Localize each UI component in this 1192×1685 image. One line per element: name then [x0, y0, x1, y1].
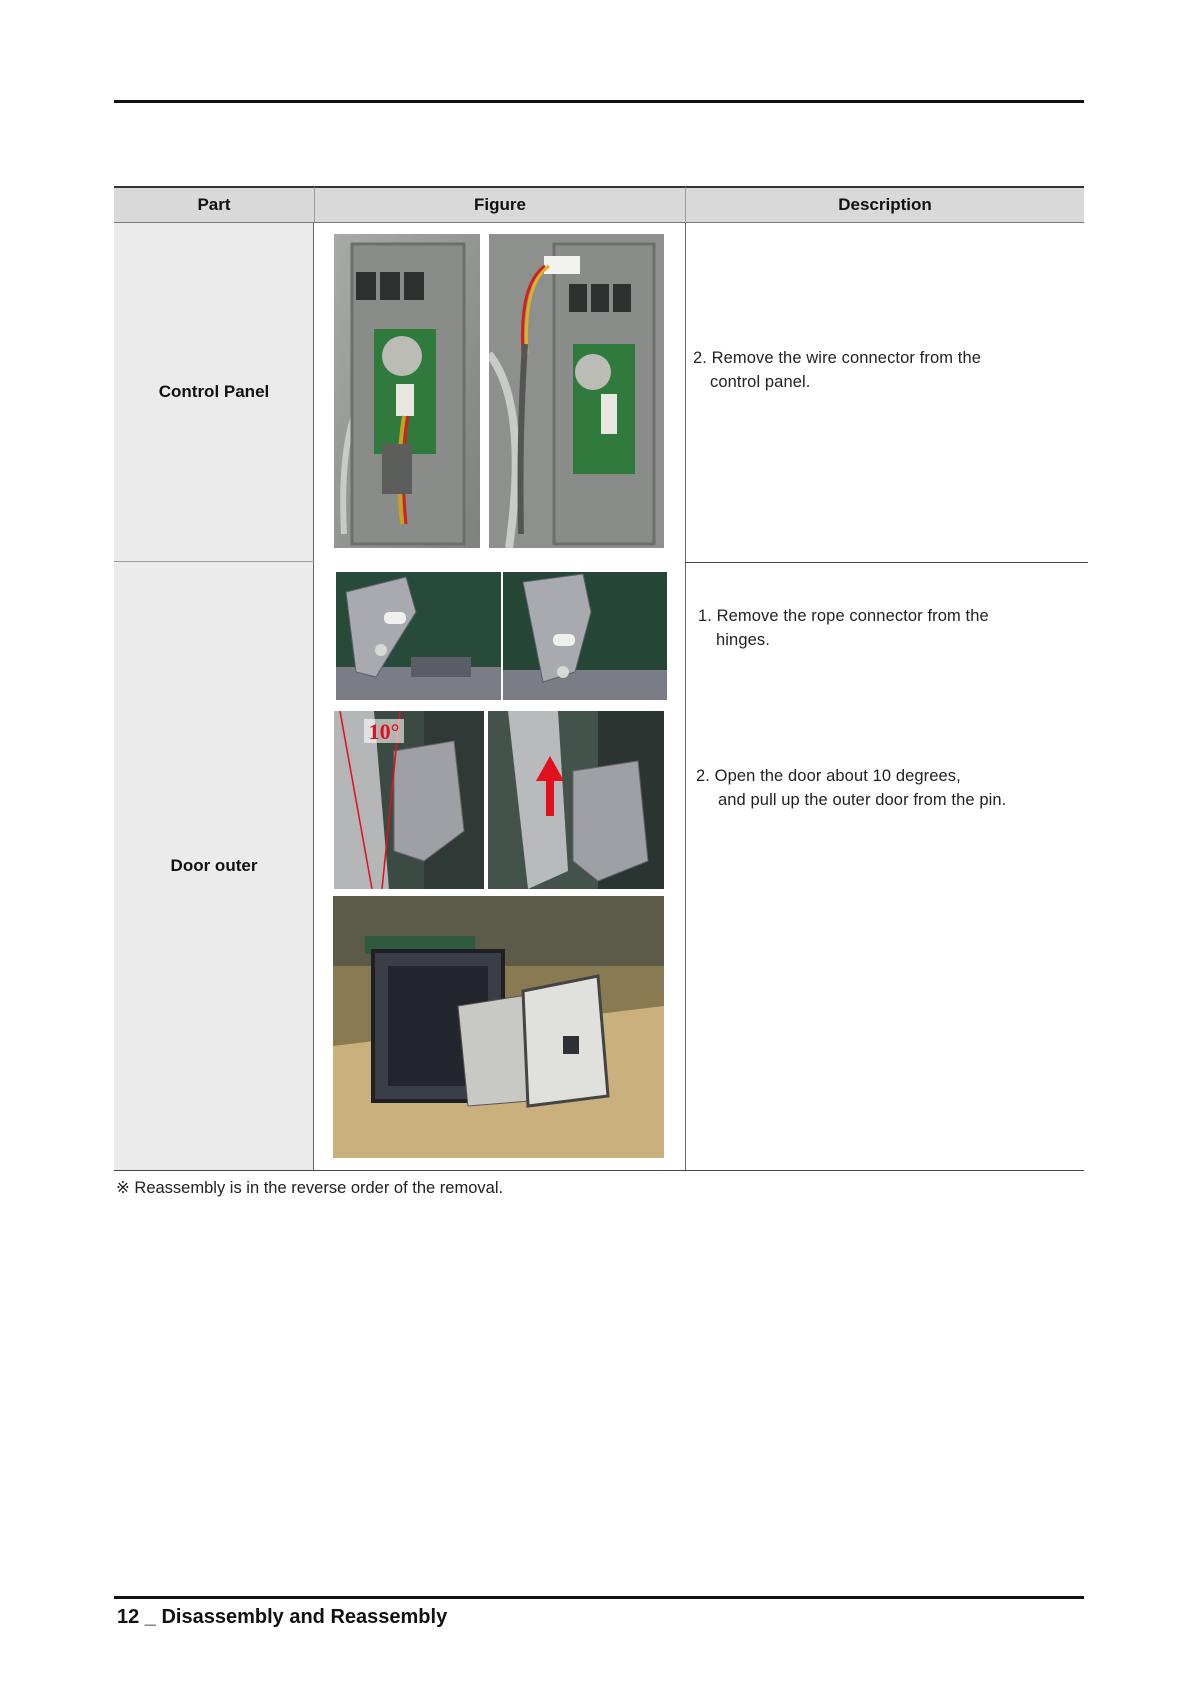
- header-description-label: Description: [838, 195, 932, 214]
- control-panel-photo-1: [334, 234, 480, 548]
- reassembly-note: ※ Reassembly is in the reverse order of the removal.: [116, 1179, 504, 1197]
- part-cell-control-panel: [114, 223, 314, 561]
- header-part-label: Part: [197, 195, 231, 214]
- hinge-photo-2: [503, 572, 667, 700]
- part-cell-door-outer: [114, 562, 314, 1170]
- door-pull-up-photo: [488, 711, 664, 889]
- bottom-rule: [114, 1596, 1084, 1599]
- top-rule: [114, 100, 1084, 103]
- angle-label: 10°: [368, 719, 400, 744]
- step-line: 2. Open the door about 10 degrees,: [696, 767, 961, 785]
- step-line: control panel.: [710, 373, 811, 391]
- table-bottom-border: [114, 1170, 1084, 1171]
- control-panel-photo-2: [489, 234, 664, 548]
- header-figure: [314, 186, 685, 223]
- header-part: [114, 186, 314, 223]
- header-description: [685, 186, 1084, 223]
- step-line: 1. Remove the rope connector from the: [698, 607, 989, 625]
- part-label: Control Panel: [158, 382, 270, 401]
- row-divider: [114, 561, 314, 562]
- step-line: and pull up the outer door from the pin.: [718, 791, 1007, 809]
- step-description: [698, 604, 989, 652]
- part-label: Door outer: [170, 856, 258, 875]
- step-description: [693, 346, 981, 394]
- column-divider: [685, 223, 686, 1170]
- step-line: 2. Remove the wire connector from the: [693, 349, 981, 367]
- step-description: [696, 764, 1006, 812]
- hinge-photo-1: [336, 572, 501, 700]
- row-divider: [685, 562, 1088, 563]
- header-figure-label: Figure: [474, 195, 526, 214]
- door-removed-photo: [333, 896, 664, 1158]
- page-footer: 12 _ Disassembly and Reassembly: [117, 1606, 448, 1628]
- door-open-10-degrees-photo: [334, 711, 484, 889]
- step-line: hinges.: [716, 631, 770, 649]
- column-divider: [313, 223, 314, 1170]
